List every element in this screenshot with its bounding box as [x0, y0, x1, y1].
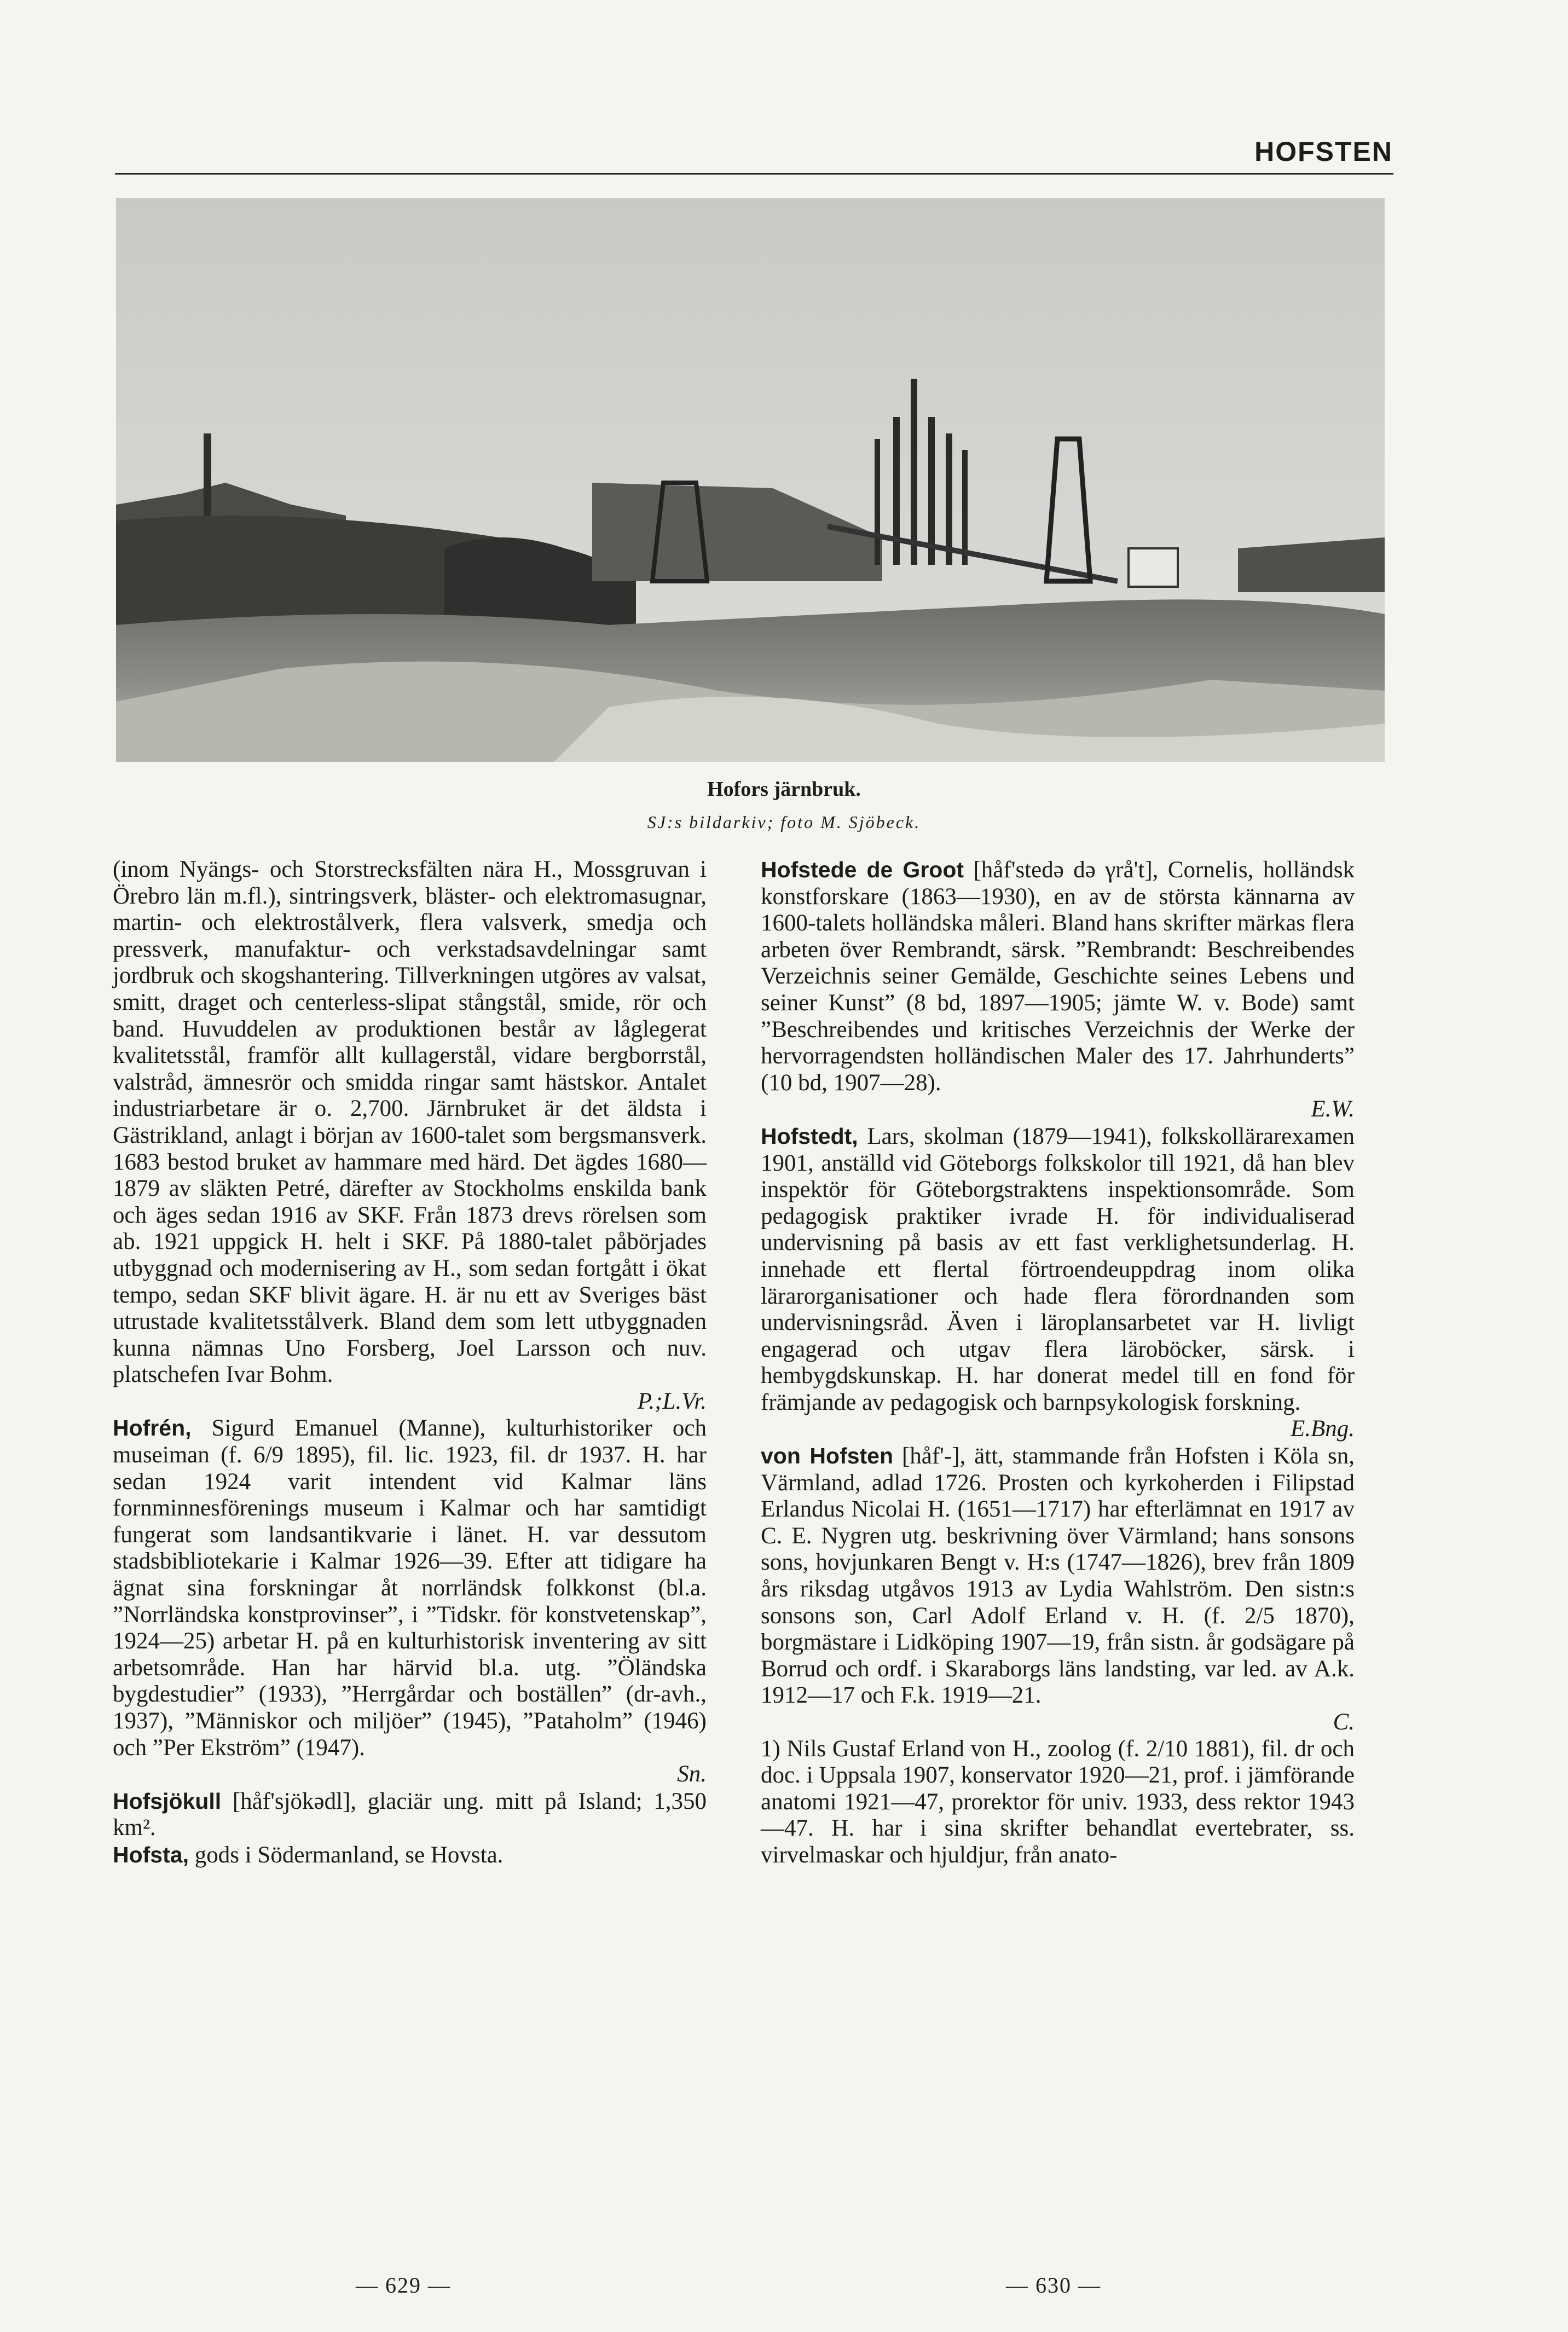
entry-hofsta: Hofsta, gods i Södermanland, se Hovsta. — [113, 1842, 504, 1868]
left-column — [113, 857, 707, 1869]
entry-headword: Hofsjökull — [113, 1788, 222, 1814]
page-number-left: — 629 — — [356, 2273, 451, 2298]
entry-hofstedt: Hofstedt, Lars, skolman (1879—1941), folkskollärarexamen 1901, anställd vid Göteborgs folkskolor till 1921, då han blev inspektör för Göteborgstraktens inspektionsområde. Som pedagogisk praktiker ivrade H. för individualiserad undervisning på basis av ett fast verklighetsunderlag. H. innehade ett flertal förtroendeuppdrag inom olika lärarorganisationer och hade flera förordnanden som undervisningsråd. Även i läroplansarbetet var H. livligt engagerad och utgav flera läroböcker, särsk. i hembygdskunskap. H. har donerat medel till en fond för främjande av pedagogisk och barnpsykologisk forskning. E.Bng. — [761, 1123, 1355, 1442]
header-rule — [115, 173, 1393, 175]
entry-headword: Hofstede de Groot — [761, 857, 964, 882]
figure-caption-credit: SJ:s bildarkiv; foto M. Sjöbeck. — [647, 812, 921, 832]
right-column — [761, 857, 1355, 1869]
entry-hofors-continued: (inom Nyängs- och Storstrecksfälten nära H., Mossgruvan i Örebro län m.fl.), sintringsverk, bläster- och elektromasugnar, martin- och elektrostålverk, flera valsverk, smedja och pressverk, manufaktur- och verkstadsavdelningar samt jordbruk och skogshantering. Tillverkningen utgöres av valsat, smitt, draget och centerless-slipat stångstål, smide, rör och band. Huvuddelen av produktionen består av låglegerat kvalitetsstål, framför allt kullagerstål, vidare bergborrstål, valstråd, ämnesrör och smidda ringar samt hästskor. Antalet industriarbetare är o. 2,700. Järnbruket är det äldsta i Gästrikland, anlagt i början av 1600-talet som bergsmansverk. 1683 bestod bruket av hammare med härd. Det ägdes 1680—1879 av släkten Petré, därefter av Stockholms enskilda bank och äges sedan 1916 av SKF. Från 1873 drevs rörelsen som ab. 1921 uppgick H. helt i SKF. På 1880-talet påbörjades utbyggnad och modernisering av H., som sedan fortgått i ökat tempo, sedan SKF blivit ägare. H. är nu ett av Sveriges bäst utrustade kvalitetsstålverk. Bland dem som lett utbyggnaden kunna nämnas Uno Forsberg, Joel Larsson och nuv. platschefen Ivar Bohm. P.;L.Vr. — [113, 857, 707, 1414]
entry-hofsjokull: Hofsjökull [håf'sjökədl], glaciär ung. mitt på Island; 1,350 km². — [113, 1788, 707, 1841]
page-number-right: — 630 — — [1006, 2273, 1101, 2298]
entry-headword: von Hofsten — [761, 1443, 894, 1469]
entry-nils-von-hofsten: 1) Nils Gustaf Erland von H., zoolog (f. 2/10 1881), fil. dr och doc. i Uppsala 1907, konservator 1920—21, prof. i jämförande anatomi 1921—47, prorektor för univ. 1933, dess rektor 1943—47. H. har i sina skrifter behandlat evertebrater, ss. virvelmaskar och hjuldjur, från anato- — [761, 1735, 1355, 1868]
running-head: HOFSTEN — [1254, 136, 1393, 167]
entry-hofstede-de-groot: Hofstede de Groot [håf'stedə də γrå't], Cornelis, holländsk konstforskare (1863—1930), en av de största kännarna av 1600-talets holländska måleri. Bland hans skrifter märkas flera arbeten över Rembrandt, särsk. ”Rembrandt: Beschreibendes Verzeichnis seiner Gemälde, Geschichte seines Lebens und seiner Kunst” (8 bd, 1897—1905; jämte W. v. Bode) samt ”Beschreibendes und kritisches Verzeichnis der Werke der hervorragendsten holländischen Maler des 17. Jahrhunderts” (10 bd, 1907—28). E.W. — [761, 857, 1355, 1122]
entry-headword: Hofsta, — [113, 1842, 189, 1867]
entry-headword: Hofstedt, — [761, 1123, 858, 1149]
figure-caption-title: Hofors järnbruk. — [707, 778, 861, 801]
photograph-hofors-ironworks — [116, 198, 1385, 762]
entry-von-hofsten: von Hofsten [håf'-], ätt, stammande från Hofsten i Köla sn, Värmland, adlad 1726. Prosten och kyrkoherden i Filipstad Erlandus Nicolai H. (1651—1717) har efterlämnat en 1917 av C. E. Nygren utg. beskrivning över Värmland; hans sonsons sons, hovjunkaren Bengt v. H:s (1747—1826), brev från 1809 års riksdag utgåvos 1913 av Lydia Wahlström. Den sistn:s sonsons son, Carl Adolf Erland v. H. (f. 2/5 1870), borgmästare i Lidköping 1907—19, från sistn. år godsägare på Borrud och ordf. i Skaraborgs läns landsting, var led. av A.k. 1912—17 och F.k. 1919—21. C. — [761, 1443, 1355, 1735]
entry-hofren: Hofrén, Sigurd Emanuel (Manne), kulturhistoriker och museiman (f. 6/9 1895), fil. lic. 1923, fil. dr 1937. H. har sedan 1924 varit intendent vid Kalmar läns fornminnesförenings museum i Kalmar och har samtidigt fungerat som landsantikvarie i länet. H. var dessutom stadsbibliotekarie i Kalmar 1926—39. Efter att tidigare ha ägnat sina forskningar åt norrländsk folkkonst (bl.a. ”Norrländska konstprovinser”, i ”Tidskr. för konstvetenskap”, 1924—25) arbetar H. på en kulturhistorisk inventering av sitt arbetsområde. Han har härvid bl.a. utg. ”Öländska bygdestudier” (1933), ”Herrgårdar och boställen” (dr-avh., 1937), ”Människor och miljöer” (1945), ”Pataholm” (1946) och ”Per Ekström” (1947). Sn. — [113, 1415, 707, 1787]
entry-headword: Hofrén, — [113, 1415, 192, 1441]
